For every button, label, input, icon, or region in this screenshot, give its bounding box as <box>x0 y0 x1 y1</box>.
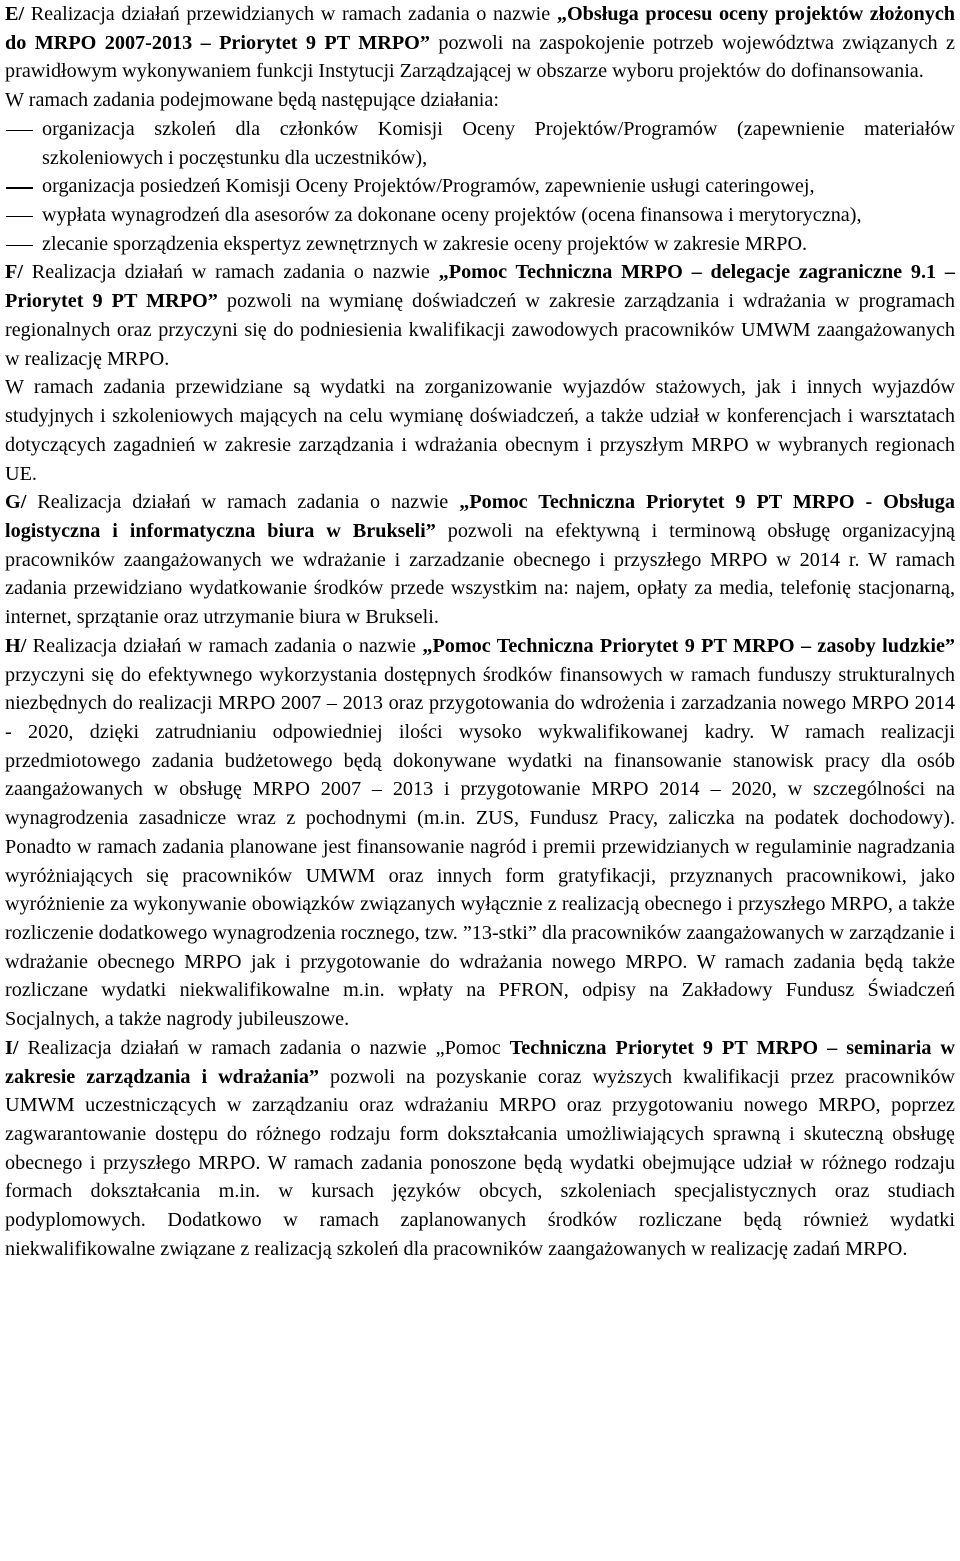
list-item <box>5 201 955 230</box>
section-i-letter: I/ <box>5 1036 19 1059</box>
list-item-text: organizacja szkoleń dla członków Komisji Oceny Projektów/Programów (zapewnienie materiałów szkoleniowych i poczęstunku dla uczestników), <box>42 117 955 169</box>
section-g-paragraph <box>5 488 955 632</box>
section-h-letter: H/ <box>5 634 27 657</box>
list-item <box>5 115 955 172</box>
section-e-list <box>5 115 955 259</box>
section-i-intro: Realizacja działań w ramach zadania o nazwie „Pomoc <box>18 1036 510 1059</box>
section-f-title: „Pomoc Techniczna MRPO – delegacje zagraniczne 9.1 – Priorytet 9 PT MRPO” <box>5 261 955 313</box>
list-item-text: organizacja posiedzeń Komisji Oceny Projektów/Programów, zapewnienie usługi cateringowej, <box>42 175 815 198</box>
section-f-letter: F/ <box>5 261 23 284</box>
section-e-paragraph <box>5 0 955 86</box>
section-g-letter: G/ <box>5 491 27 514</box>
section-g-title: „Pomoc Techniczna Priorytet 9 PT MRPO - Obsługa logistyczna i informatyczna biura w Brukseli” <box>5 491 955 542</box>
section-i-paragraph <box>5 1034 955 1264</box>
section-h-text: przyczyni się do efektywnego wykorzystania dostępnych środków finansowych w ramach funduszy strukturalnych niezbędnych do realizacji MRPO 2007 – 2013 oraz przygotowania do wdrożenia i zarzadzania nowego MRPO 2014 - 2020, dzięki zatrudnianiu odpowiedniej ilości wysoko wykwalifikowanej kadry. W ramach realizacji przedmiotowego zadania budżetowego będą dokonywane wydatki na finansowanie stanowisk pracy dla osób zaangażowanych w obsługę MRPO 2007 – 2013 i przygotowanie MRPO 2014 – 2020, w szczególności na wynagrodzenia zasadnicze wraz z pochodnymi (m.in. ZUS, Fundusz Pracy, zaliczka na podatek dochodowy). Ponadto w ramach zadania planowane jest finansowanie nagród i premii przewidzianych w regulaminie nagradzania wyróżniających się pracowników UMWM oraz innych form gratyfikacji, przyznanych pracownikowi, jako wyróżnienie za wykonywanie obowiązków związanych wyłącznie z realizacją obecnego i przyszłego MRPO, a także rozliczenie dodatkowego wynagrodzenia rocznego, tzw. ”13-stki” dla pracowników zaangażowanych w zarządzanie i wdrażanie obecnego MRPO jak i przygotowanie do wdrażania nowego MRPO. W ramach zadania będą także rozliczane wydatki niekwalifikowalne m.in. wpłaty na PFRON, odpisy na Zakładowy Fundusz Świadczeń Socjalnych, a także nagrody jubileuszowe. <box>5 663 955 1031</box>
section-f-paragraph <box>5 258 955 373</box>
section-i-title: Techniczna Priorytet 9 PT MRPO – seminaria w zakresie zarządzania i wdrażania” <box>5 1036 955 1088</box>
section-f-paragraph-2: W ramach zadania przewidziane są wydatki na zorganizowanie wyjazdów stażowych, jak i innych wyjazdów studyjnych i szkoleniowych mających na celu wymianę doświadczeń, a także udział w konferencjach i warsztatach dotyczących zagadnień w zakresie zarządzania i wdrażania obecnym i przyszłym MRPO w wybranych regionach UE. <box>5 376 955 485</box>
section-g-text: pozwoli na efektywną i terminową obsługę organizacyjną pracowników zaangażowanych we wdrażanie i zarzadzanie obecnego i przyszłego MRPO w 2014 r. W ramach zadania przewidziano wydatkowanie środków przede wszystkim na: najem, opłaty za media, telefonię stacjonarną, internet, sprzątanie oraz utrzymanie biura w Brukseli. <box>5 519 955 629</box>
section-e-text: pozwoli na zaspokojenie potrzeb województwa związanych z prawidłowym wykonywaniem funkcji Instytucji Zarządzającej w obszarze wyboru projektów do dofinansowania. <box>5 31 955 83</box>
section-i-text: pozwoli na pozyskanie coraz wyższych kwalifikacji przez pracowników UMWM uczestniczących w zarządzaniu oraz wdrażaniu MRPO oraz przygotowaniu nowego MRPO, poprzez zagwarantowanie dostępu do różnego rodzaju form dokształcania umożliwiających sprawną i skuteczną obsługę obecnego i przyszłego MRPO. W ramach zadania ponoszone będą wydatki obejmujące udział w różnego rodzaju formach dokształcania m.in. w kursach języków obcych, szkoleniach specjalistycznych oraz studiach podyplomowych. Dodatkowo w ramach zaplanowanych środków rozliczane będą również wydatki niekwalifikowalne związane z realizacją szkoleń dla pracowników zaangażowanych w realizację zadań MRPO. <box>5 1065 955 1260</box>
list-item-text: wypłata wynagrodzeń dla asesorów za dokonane oceny projektów (ocena finansowa i merytoryczna), <box>42 204 862 227</box>
section-f-intro: Realizacja działań w ramach zadania o nazwie <box>22 261 439 284</box>
section-e-list-intro: W ramach zadania podejmowane będą następujące działania: <box>5 89 499 112</box>
list-item <box>5 230 955 259</box>
section-h-title: „Pomoc Techniczna Priorytet 9 PT MRPO – zasoby ludzkie” <box>422 634 955 657</box>
section-h-intro: Realizacja działań w ramach zadania o nazwie <box>26 634 423 657</box>
section-e-title: „Obsługa procesu oceny projektów złożonych do MRPO 2007-2013 – Priorytet 9 PT MRPO” <box>5 3 956 54</box>
section-g-intro: Realizacja działań w ramach zadania o nazwie <box>26 491 460 514</box>
list-item-text: zlecanie sporządzenia ekspertyz zewnętrznych w zakresie oceny projektów w zakresie MRPO. <box>42 232 808 255</box>
list-item <box>5 172 955 201</box>
section-e-intro: Realizacja działań przewidzianych w ramach zadania o nazwie <box>24 3 557 25</box>
section-e-letter: E/ <box>5 3 25 25</box>
section-h-paragraph <box>5 632 955 1034</box>
section-f-text: pozwoli na wymianę doświadczeń w zakresie zarządzania i wdrażania w programach regionalnych oraz przyczyni się do podniesienia kwalifikacji zawodowych pracowników UMWM zaangażowanych w realizację MRPO. <box>5 290 955 370</box>
